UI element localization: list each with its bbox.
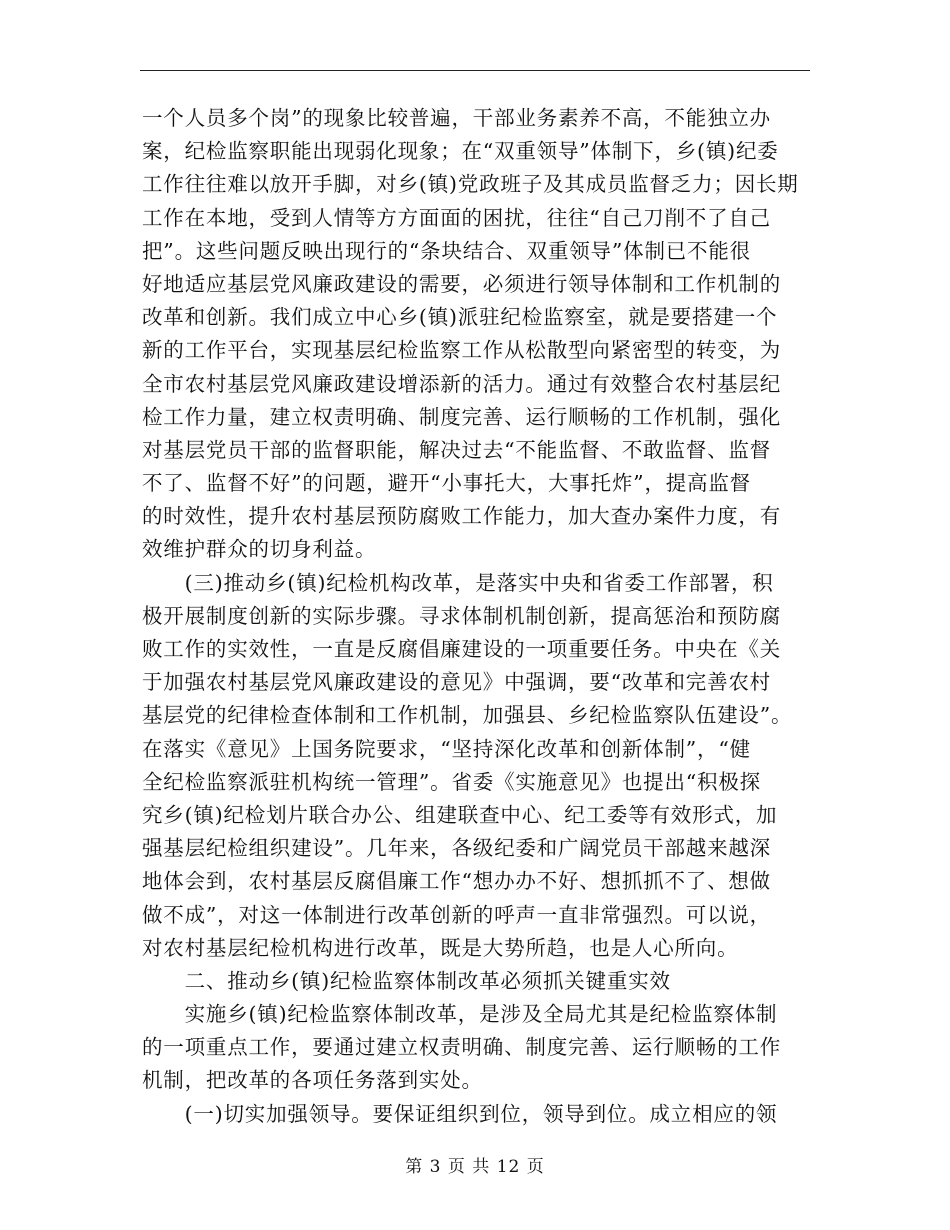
text-line: 强基层纪检组织建设”。几年来，各级纪委和广阔党员干部越来越深 [142,836,771,861]
text-line: 机制，把改革的各项任务落到实处。 [142,1068,483,1093]
text-line: 在落实《意见》上国务院要求，“坚持深化改革和创新体制”，“健 [142,736,751,761]
text-line: 改革和创新。我们成立中心乡(镇)派驻纪检监察室，就是要搭建一个 [142,305,778,330]
header-rule [140,70,810,71]
text-line: 于加强农村基层党风廉政建设的意见》中强调，要“改革和完善农村 [142,670,771,695]
text-line: 地体会到，农村基层反腐倡廉工作“想办办不好、想抓抓不了、想做 [142,869,771,894]
text-line: 的一项重点工作，要通过建立权责明确、制度完善、运行顺畅的工作 [142,1035,781,1060]
text-line: 基层党的纪律检查体制和工作机制，加强县、乡纪检监察队伍建设”。 [142,703,793,728]
text-line: 对基层党员干部的监督职能，解决过去“不能监督、不敢监督、监督 [142,437,771,462]
text-line: 极开展制度创新的实际步骤。寻求体制机制创新，提高惩治和预防腐 [142,603,781,628]
text-line: 实施乡(镇)纪检监察体制改革，是涉及全局尤其是纪检监察体制 [142,1002,778,1027]
text-line: 案，纪检监察职能出现弱化现象；在“双重领导”体制下，乡(镇)纪委 [142,139,779,164]
text-line: 一个人员多个岗”的现象比较普遍，干部业务素养不高，不能独立办 [142,106,771,130]
text-line: 效维护群众的切身利益。 [142,537,377,562]
text-line: 工作往往难以放开手脚，对乡(镇)党政班子及其成员监督乏力；因长期 [142,172,799,197]
text-line: 把”。这些问题反映出现行的“条块结合、双重领导”体制已不能很 [142,238,751,263]
text-line: 不了、监督不好”的问题，避开“小事托大，大事托炸”，提高监督 [142,471,751,496]
text-line: (三)推动乡(镇)纪检机构改革，是落实中央和省委工作部署，积 [142,570,774,595]
text-line: 检工作力量，建立权责明确、制度完善、运行顺畅的工作机制，强化 [142,404,781,429]
text-line: 做不成”，对这一体制进行改革创新的呼声一直非常强烈。可以说， [142,902,771,927]
section-heading: 二、推动乡(镇)纪检监察体制改革必须抓关键重实效 [142,968,671,993]
text-line: 好地适应基层党风廉政建设的需要，必须进行领导体制和工作机制的 [142,271,781,296]
body-text [142,102,812,1131]
text-line: (一)切实加强领导。要保证组织到位，领导到位。成立相应的领 [142,1101,778,1126]
text-line: 究乡(镇)纪检划片联合办公、组建联查中心、纪工委等有效形式，加 [142,802,778,827]
text-line: 的时效性，提升农村基层预防腐败工作能力，加大查办案件力度，有 [142,504,781,529]
text-line: 败工作的实效性，一直是反腐倡廉建设的一项重要任务。中央在《关 [142,637,781,661]
text-line: 全纪检监察派驻机构统一管理”。省委《实施意见》也提出“积极探 [142,769,761,794]
text-line: 全市农村基层党风廉政建设增添新的活力。通过有效整合农村基层纪 [142,371,781,396]
text-line: 对农村基层纪检机构进行改革，既是大势所趋，也是人心所向。 [142,935,739,960]
text-line: 新的工作平台，实现基层纪检监察工作从松散型向紧密型的转变，为 [142,338,781,363]
page-footer: 第 3 页 共 12 页 [405,1157,545,1177]
text-line: 工作在本地，受到人情等方方面面的困扰，往往“自己刀削不了自己 [142,205,771,230]
